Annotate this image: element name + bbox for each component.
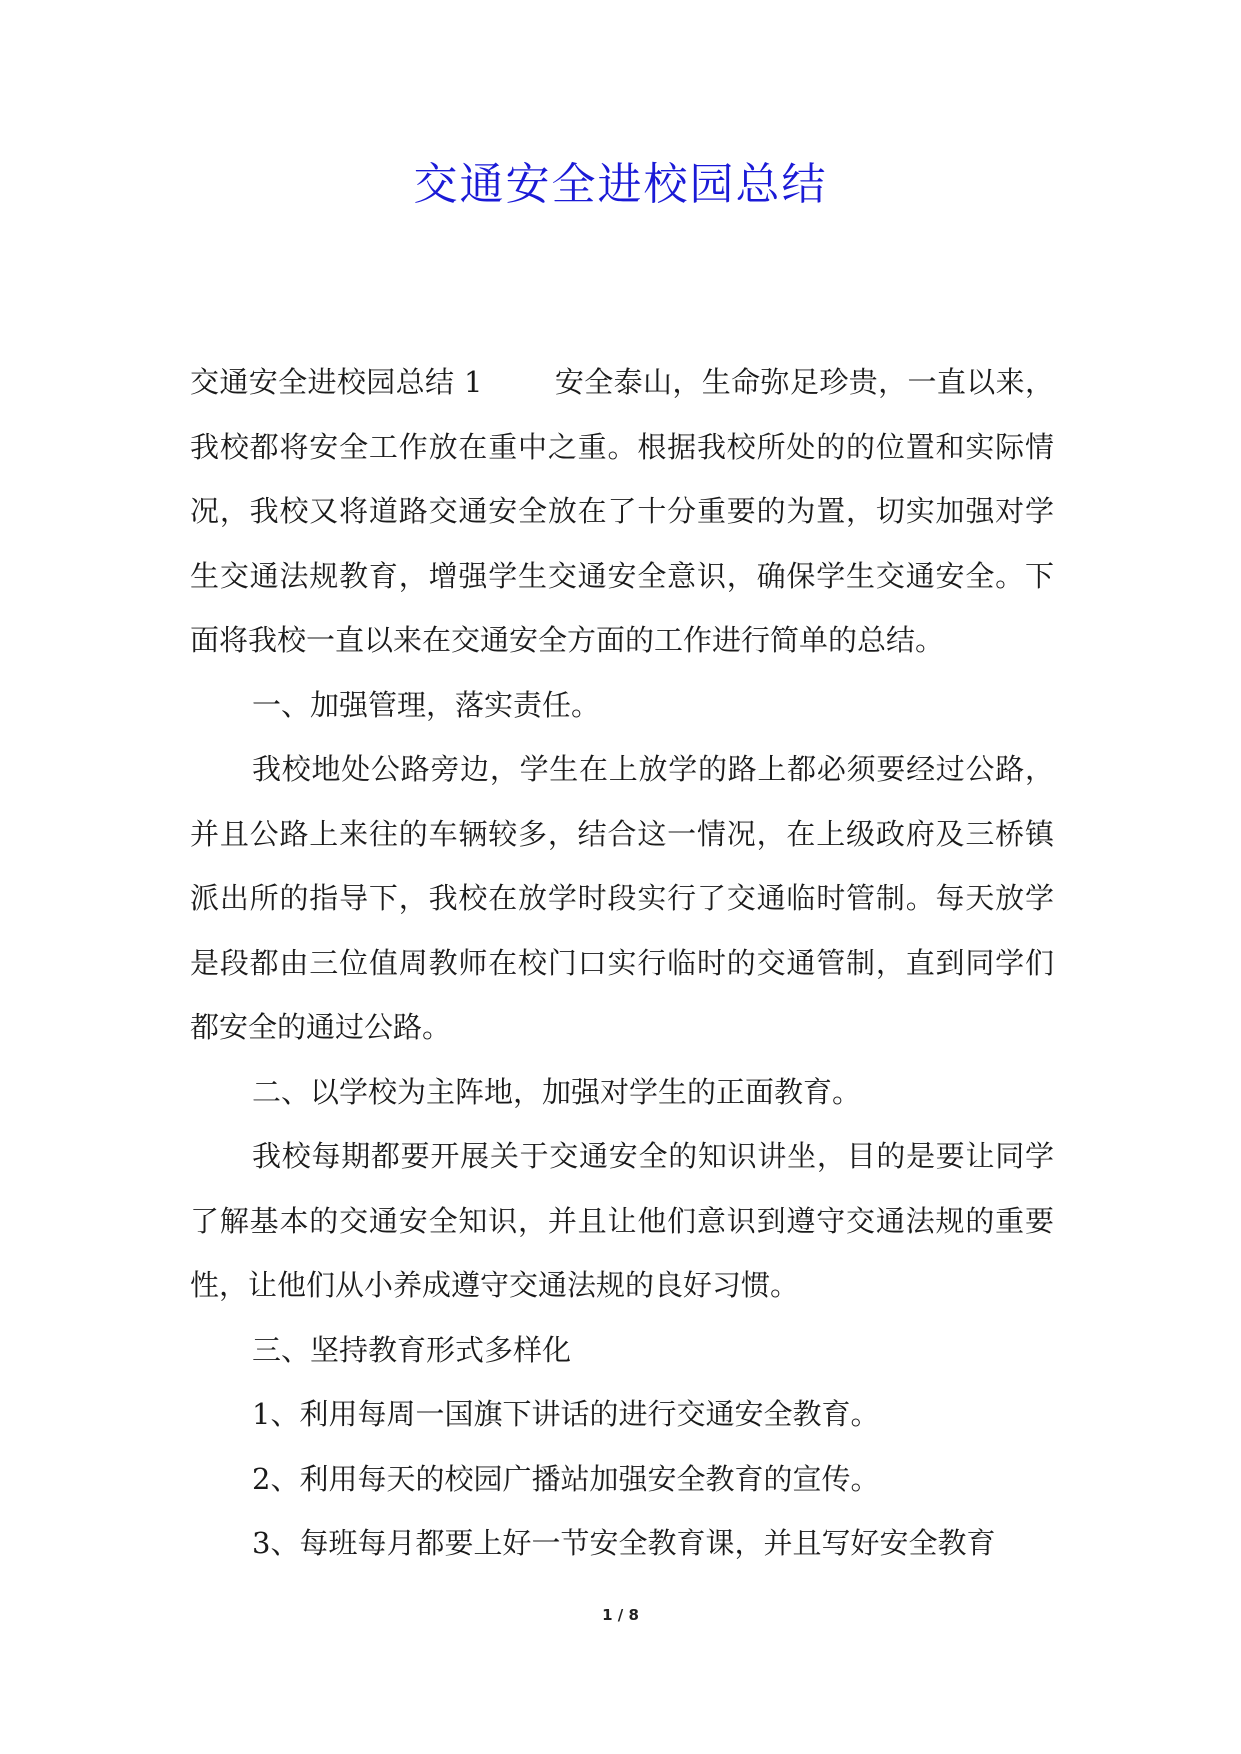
page-title: 交通安全进校园总结 [413, 159, 828, 210]
paragraph-heading-2: 二、以学校为主阵地，加强对学生的正面教育。 [252, 1074, 862, 1109]
paragraph-heading-1: 一、加强管理，落实责任。 [252, 687, 601, 722]
list-item: 2、利用每天的校园广播站加强安全教育的宣传。 [252, 1461, 880, 1496]
paragraph: 我校每期都要开展关于交通安全的知识讲坐，目的是要让同学了解基本的交通安全知识，并且让他们意识到遵守交通法规的重要性，让他们从小养成遵守交通法规的良好习惯。 [190, 1139, 1054, 1302]
document-body [190, 350, 1054, 1576]
paragraph-intro [190, 350, 1054, 673]
list-item: 1、利用每周一国旗下讲话的进行交通安全教育。 [252, 1397, 880, 1431]
paragraph-heading-3: 三、坚持教育形式多样化 [252, 1332, 572, 1367]
section-heading: 交通安全进校园总结 1 [190, 365, 483, 399]
list-item: 3、每班每月都要上好一节安全教育课，并且写好安全教育 [252, 1526, 996, 1560]
page-number: 1 / 8 [602, 1606, 639, 1624]
paragraph-text: 安全泰山，生命弥足珍贵，一直以来，我校都将安全工作放在重中之重。根据我校所处的的位置和实际情况，我校又将道路交通安全放在了十分重要的为置，切实加强对学生交通法规教育，增强学生交通安全意识，确保学生交通安全。下面将我校一直以来在交通安全方面的工作进行简单的总结。 [190, 365, 1054, 657]
paragraph: 我校地处公路旁边，学生在上放学的路上都必须要经过公路，并且公路上来往的车辆较多，结合这一情况，在上级政府及三桥镇派出所的指导下，我校在放学时段实行了交通临时管制。每天放学是段都由三位值周教师在校门口实行临时的交通管制，直到同学们都安全的通过公路。 [190, 752, 1054, 1044]
